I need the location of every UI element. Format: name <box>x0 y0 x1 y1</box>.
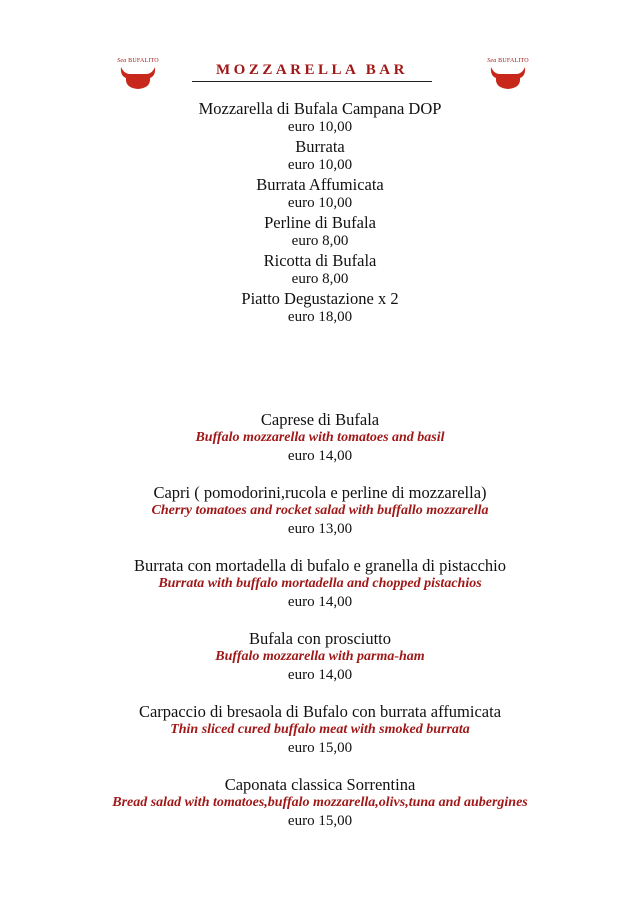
menu-item <box>0 556 640 612</box>
menu-item <box>0 775 640 831</box>
item-description: Burrata with buffalo mortadella and chopped pistachios <box>158 576 482 591</box>
item-name: Caponata classica Sorrentina <box>224 775 416 794</box>
menu-item <box>0 702 640 758</box>
menu-item <box>0 99 640 137</box>
logo-text: Sea BUFALITO <box>117 58 159 64</box>
item-price: euro 18,00 <box>287 309 353 325</box>
buffalo-head-icon <box>118 64 158 90</box>
menu-item <box>0 251 640 289</box>
item-price: euro 10,00 <box>287 157 353 173</box>
item-name: Piatto Degustazione x 2 <box>241 289 399 308</box>
logo-text: Sea BUFALITO <box>487 58 529 64</box>
item-name: Caprese di Bufala <box>260 410 380 429</box>
brand-logo-left <box>110 58 166 92</box>
item-price: euro 14,00 <box>287 594 353 610</box>
page-title: MOZZARELLA BAR <box>192 62 432 82</box>
item-price: euro 8,00 <box>291 271 349 287</box>
menu-item <box>0 137 640 175</box>
item-description: Bread salad with tomatoes,buffalo mozzarella,olivs,tuna and aubergines <box>112 795 528 810</box>
item-price: euro 15,00 <box>287 740 353 756</box>
menu-item <box>0 483 640 539</box>
item-name: Bufala con prosciutto <box>248 629 392 648</box>
item-description: Buffalo mozzarella with tomatoes and basil <box>195 430 445 445</box>
item-price: euro 8,00 <box>291 233 349 249</box>
item-name: Burrata Affumicata <box>256 175 384 194</box>
brand-logo-right <box>480 58 536 92</box>
menu-item <box>0 410 640 466</box>
item-name: Burrata con mortadella di bufalo e granella di pistacchio <box>133 556 507 575</box>
item-price: euro 14,00 <box>287 667 353 683</box>
item-description: Cherry tomatoes and rocket salad with buffallo mozzarella <box>151 503 489 518</box>
menu-item <box>0 175 640 213</box>
item-name: Capri ( pomodorini,rucola e perline di mozzarella) <box>153 483 487 502</box>
dishes-list <box>0 410 640 848</box>
item-price: euro 10,00 <box>287 195 353 211</box>
menu-item <box>0 213 640 251</box>
menu-item <box>0 629 640 685</box>
item-price: euro 15,00 <box>287 813 353 829</box>
item-name: Mozzarella di Bufala Campana DOP <box>198 99 442 118</box>
item-description: Thin sliced cured buffalo meat with smoked burrata <box>170 722 470 737</box>
buffalo-head-icon <box>488 64 528 90</box>
item-name: Perline di Bufala <box>264 213 376 232</box>
item-name: Carpaccio di bresaola di Bufalo con burrata affumicata <box>138 702 502 721</box>
item-name: Burrata <box>295 137 345 156</box>
item-price: euro 10,00 <box>287 119 353 135</box>
menu-item <box>0 289 640 327</box>
item-price: euro 14,00 <box>287 448 353 464</box>
item-description: Buffalo mozzarella with parma-ham <box>215 649 425 664</box>
mozzarella-list <box>0 99 640 327</box>
item-price: euro 13,00 <box>287 521 353 537</box>
item-name: Ricotta di Bufala <box>263 251 377 270</box>
